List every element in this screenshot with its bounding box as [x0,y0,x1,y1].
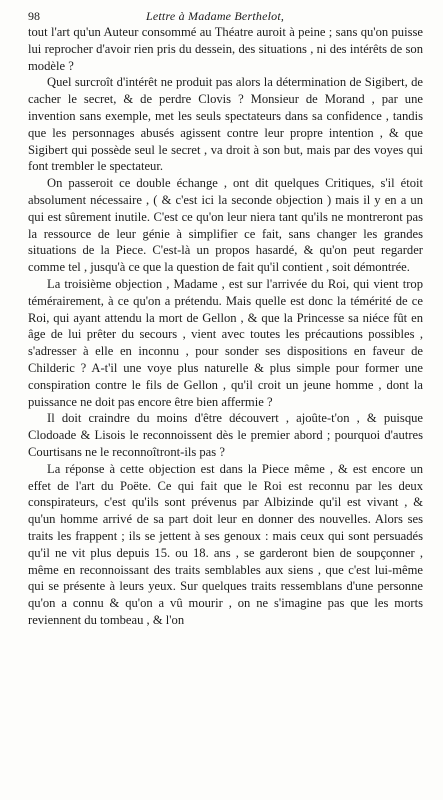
paragraph: On passeroit ce double échange , ont dit quelques Critiques, s'il étoit absolument nécessaire , ( & c'est ici la seconde objection ) mais il y en a un qui est sûrement inutile. C'est ce qu'on leur niera tant qu'ils ne montreront pas la ressource de leur génie à simplifier ce fait, sans changer les grandes situations de la Piece. C'est-là un propos hasardé, & qu'on peut regarder comme tel , jusqu'à ce que la question de fait qu'il contient , soit démontrée. [28,176,423,275]
running-title: Lettre à Madame Berthelot, [146,9,285,23]
paragraph: tout l'art qu'un Auteur consommé au Théatre auroit à peine ; sans qu'on puisse lui reprocher d'avoir rien pris du dessein, des situations , ni des intérêts de son modèle ? [28,25,423,73]
paragraph: La troisième objection , Madame , est sur l'arrivée du Roi, qui vient trop témérairement, à ce qu'on a prétendu. Mais quelle est donc la témérité de ce Roi, qui ayant attendu la mort de Gellon , & que la Princesse sa niéce fût en âge de lui prêter du secours , vient avec toutes les précautions possibles , s'adresser à elle en inconnu , pour sonder ses dispositions en faveur de Childeric ? A-t'il une voye plus naturelle & plus simple pour former une conspiration contre le fils de Gellon , qu'il croit un jeune homme , dont la puissance ne doit pas encore être bien affermie ? [28,276,423,409]
page-header [28,9,423,25]
paragraph: La réponse à cette objection est dans la Piece même , & est encore un effet de l'art du Poëte. Ce qui fait que le Roi est reconnu par les deux conspirateurs, c'est qu'ils sont prévenus par Albizinde qu'il est vivant , & qu'un homme arrivé de sa part doit leur en donner des nouvelles. Alors ses traits les frappent ; ils se jettent à ses genoux : mais ceux qui sont persuadés qu'il ne vit plus depuis 15. ou 18. ans , se garderont bien de soupçonner , même en reconnoissant des traits semblables aux siens , que c'est lui-même qui se présente à leurs yeux. Sur quelques traits ressemblans d'une personne qu'on a connu & qu'on a vû mourir , on ne s'imagine pas que les morts reviennent du tombeau , & l'on [28,461,423,627]
paragraph: Il doit craindre du moins d'être découvert , ajoûte-t'on , & puisque Clodoade & Lisois le reconnoissent dès le premier abord ; pourquoi d'autres Courtisans ne le reconnoîtront-ils pas ? [28,411,423,459]
page-number: 98 [28,9,40,23]
body-text [28,24,423,629]
paragraph: Quel surcroît d'intérêt ne produit pas alors la détermination de Sigibert, de cacher le secret, & de perdre Clovis ? Monsieur de Morand , par une invention sans exemple, met les seuls spectateurs dans sa confidence , tandis que les personnages abusés agissent contre leur propre intention , & que Sigibert qui possède seul le secret , va droit à son but, mais par des voyes qui font trembler le spectateur. [28,75,423,174]
